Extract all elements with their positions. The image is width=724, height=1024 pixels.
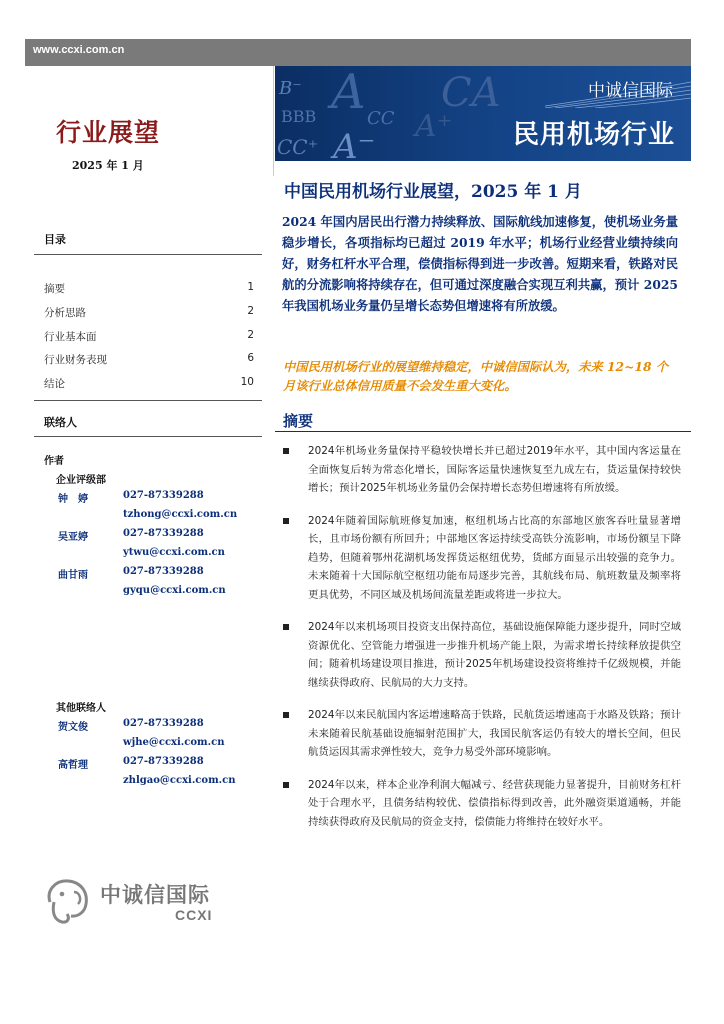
contact-phone: 027-87339288 [123,528,204,539]
contact-card [58,490,258,528]
bullet-square-icon [283,518,289,524]
list-item [283,706,681,762]
toc-item-label: 行业基本面 [44,330,97,343]
contact-email[interactable]: zhlgao@ccxi.com.cn [123,775,236,786]
contact-email[interactable]: wjhe@ccxi.com.cn [123,737,225,748]
bullet-square-icon [283,624,289,630]
toc-item-label: 行业财务表现 [44,354,107,367]
list-item [283,776,681,832]
contact-name: 吴亚婷 [58,532,88,543]
elephant-logo-icon [40,872,96,928]
outlook-statement: 中国民用机场行业的展望维持稳定，中诚信国际认为，未来 12~18 个月该行业总体信用质量不会发生重大变化。 [283,359,669,393]
rating-letter: A [331,66,366,120]
toc-item-label: 分析思路 [44,306,86,319]
rating-letter: CC [367,108,395,129]
toc-divider-bottom [34,400,262,401]
rating-letter: A⁺ [415,109,453,144]
logo-chinese-name: 中诚信国际 [100,883,210,907]
contact-phone: 027-87339288 [123,718,204,729]
toc-item[interactable] [44,352,254,376]
banner-sector-title: 民用机场行业 [512,120,675,150]
list-item [283,618,681,692]
header-banner [275,66,691,161]
department-label: 企业评级部 [56,475,106,486]
toc-item-page: 10 [240,376,254,389]
rating-letter: CA [441,70,501,116]
bullet-square-icon [283,782,289,788]
other-contacts-label: 其他联络人 [56,703,106,714]
lead-paragraph: 2024 年国内居民出行潜力持续释放、国际航线加速修复，使机场业务量稳步增长，各项指标均已超过 2019 年水平；机场行业经营业绩持续向好，财务杠杆水平合理，偿债指标得到进一步改善。短期来看，铁路对民航的分流影响将持续存在，但可通过深度融合实现互利共赢，预计 2025 年我国机场业务量仍呈增长态势但增速将有所放缓。 [282,214,678,313]
summary-divider [275,431,691,432]
report-date: 2025 年 1 月 [72,159,144,172]
contact-card [58,718,258,756]
list-item [283,512,681,605]
summary-heading: 摘要 [283,412,314,430]
contact-name: 曲甘雨 [58,570,88,581]
bullet-text: 2024年随着国际航班修复加速，枢纽机场占比高的东部地区旅客吞吐量显著增长，且市场份额有所回升；中部地区客运持续受高铁分流影响，市场份额呈下降趋势，但随着鄂州花湖机场发挥货运枢纽优势，货邮方面显示出较强的竞争力。未来随着十大国际航空枢纽功能布局逐步完善，其航线布局、航班数量及频率将更具优势，不同区域及机场间流量差距或将进一步拉大。 [308,514,681,601]
rating-letter: A⁻ [333,127,376,161]
toc-item[interactable] [44,281,254,305]
contact-email[interactable]: ytwu@ccxi.com.cn [123,547,225,558]
toc-item[interactable] [44,329,254,353]
website-url[interactable]: www.ccxi.com.cn [33,44,125,56]
toc-item-label: 结论 [44,378,65,391]
toc-heading: 目录 [44,233,66,246]
bullet-text: 2024年以来民航国内客运增速略高于铁路，民航货运增速高于水路及铁路；预计未来随着民航基础设施辐射范围扩大，我国民航客运仍有较大的增长空间，但民航货运因其需求弹性较大，竞争力易受外部环境影响。 [308,709,681,758]
contact-card [58,756,258,794]
contact-card [58,528,258,566]
contact-phone: 027-87339288 [123,756,204,767]
toc-item-label: 摘要 [44,283,65,295]
contacts-divider [34,436,262,437]
main-title: 中国民用机场行业展望，2025 年 1 月 [284,182,582,202]
toc-divider-top [34,254,262,255]
banner-brand: 中诚信国际 [588,81,673,101]
header-divider [273,66,274,176]
rating-letter: BBB [281,107,317,126]
contact-name: 钟 婷 [58,494,88,505]
contact-email[interactable]: gyqu@ccxi.com.cn [123,585,226,596]
bullet-text: 2024年机场业务量保持平稳较快增长并已超过2019年水平，其中国内客运量在全面恢复后转为常态化增长，国际客运量快速恢复至九成左右，货运量保持较快增长；预计2025年机场业务量仍会保持增长态势但增速将有所放缓。 [308,445,681,494]
rating-letters-graphic [275,66,535,161]
contact-phone: 027-87339288 [123,490,204,501]
report-type: 行业展望 [56,118,161,147]
bullet-text: 2024年以来机场项目投资支出保持高位，基础设施保障能力逐步提升，同时空域资源优化、空管能力增强进一步推升机场产能上限，为需求增长持续释放提供空间；随着机场建设项目推进，预计2025年机场建设投资将维持千亿级规模，并能继续获得政府、民航局的大力支持。 [308,621,681,689]
contact-card [58,566,258,604]
toc-item-page: 6 [247,352,254,365]
ccxi-logo [40,870,220,930]
authors-label: 作者 [44,456,64,467]
toc-item-page: 1 [247,281,254,293]
toc-item-page: 2 [247,304,254,317]
summary-list [283,442,681,845]
contact-phone: 027-87339288 [123,566,204,577]
contacts-heading: 联络人 [44,416,77,429]
rating-letter: B⁻ [279,78,302,99]
bullet-square-icon [283,712,289,718]
contact-name: 高哲理 [58,760,88,771]
bullet-square-icon [283,448,289,454]
rating-letter: CC⁺ [277,135,319,159]
bullet-text: 2024年以来，样本企业净利润大幅减亏、经营获现能力显著提升，目前财务杠杆处于合理水平，且债务结构较优、偿债指标得到改善，此外融资渠道通畅，并能持续获得政府及民航局的资金支持，偿债能力将维持在较好水平。 [308,778,681,828]
toc-item-page: 2 [247,328,254,341]
table-of-contents [44,281,254,400]
logo-english-name: CCXI [175,907,213,923]
contact-name: 贺文俊 [58,722,88,733]
toc-item[interactable] [44,305,254,329]
list-item [283,442,681,498]
contact-email[interactable]: tzhong@ccxi.com.cn [123,509,238,520]
top-bar [25,39,691,66]
toc-item[interactable] [44,376,254,400]
